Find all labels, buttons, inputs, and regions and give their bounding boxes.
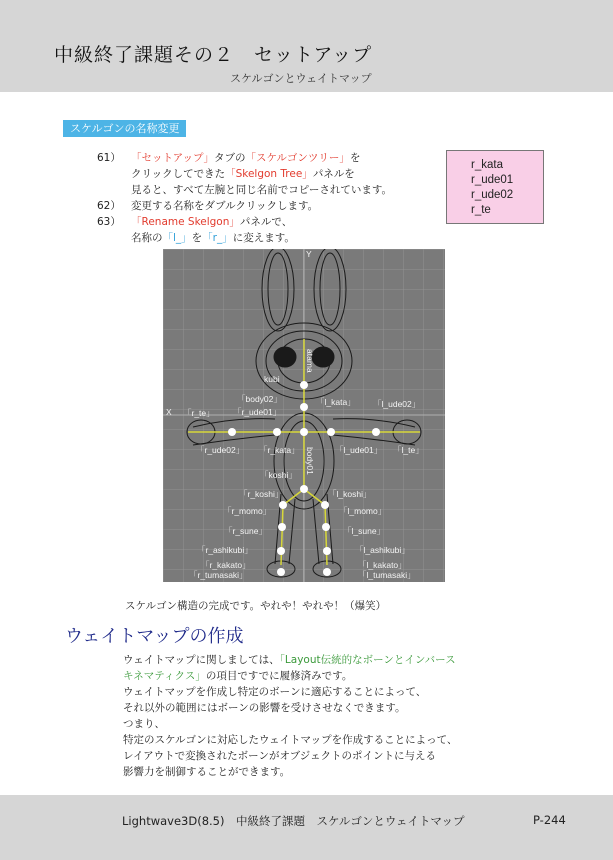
text-line	[123, 668, 543, 684]
step-number: 63）	[97, 216, 121, 228]
text-line	[131, 166, 437, 182]
highlighted-text: キネマティクス」	[123, 670, 206, 682]
highlighted-text: 「r_」	[202, 232, 233, 244]
bone-label-r-ashikubi: 「r_ashikubi」	[197, 545, 253, 555]
bone-label-r-ude02: 「r_ude02」	[196, 445, 245, 455]
bone-label-r-momo: 「r_momo」	[223, 506, 272, 516]
text-line	[123, 652, 543, 668]
bone-label-l-ude02: 「l_ude02」	[373, 399, 421, 409]
step-number: 62）	[97, 200, 121, 212]
bone-label-l-koshi: 「l_koshi」	[328, 489, 372, 499]
bone-label-l-te: 「l_te」	[393, 445, 424, 455]
highlighted-text: 「Layout伝統的なボーンとインバース	[279, 654, 456, 666]
highlighted-text: 「Skelgon Tree」	[225, 168, 313, 180]
text-line	[123, 684, 543, 700]
step-number: 61）	[97, 152, 121, 164]
text-line	[131, 198, 437, 214]
page-subtitle: スケルゴンとウェイトマップ	[230, 72, 372, 85]
bone-label-l-kata: 「l_kata」	[316, 397, 356, 407]
footer-text: Lightwave3D(8.5) 中級終了課題 スケルゴンとウェイトマップ	[122, 814, 465, 828]
page-title: 中級終了課題その２ セットアップ	[54, 44, 373, 66]
bone-label-l-momo: 「l_momo」	[339, 506, 387, 516]
skelgon-viewport	[163, 249, 445, 582]
text-segment: の項目ですでに履修済みです。	[205, 670, 353, 682]
bone-label-atama: atama	[305, 349, 315, 373]
highlighted-text: 「Rename Skelgon」	[131, 216, 240, 228]
bone-label-kubi: kubi	[264, 374, 280, 384]
text-segment: タブの	[213, 152, 246, 164]
text-segment: レイアウトで変換されたボーンがオブジェクトのポイントに与える	[123, 750, 437, 762]
bone-name-item: r_ude01	[471, 174, 514, 186]
bone-label-l-sune: 「l_sune」	[343, 526, 386, 536]
text-line	[123, 732, 543, 748]
bone-label-l-ashikubi: 「l_ashikubi」	[355, 545, 410, 555]
section-title: ウェイトマップの作成	[65, 626, 244, 647]
bone-label-l-kakato: 「l_kakato」	[358, 560, 407, 570]
text-segment: クリックしてできた	[131, 168, 226, 180]
text-segment: 名称の	[131, 232, 163, 244]
step-item	[97, 150, 437, 198]
bone-label-r-tumasaki: 「r_tumasaki」	[189, 570, 248, 580]
text-line	[123, 700, 543, 716]
bone-label-r-sune: 「r_sune」	[224, 526, 267, 536]
axis-y-label: Y	[306, 249, 312, 259]
text-segment: を	[191, 232, 203, 244]
text-line	[131, 230, 437, 246]
text-line	[123, 716, 543, 732]
text-line	[123, 748, 543, 764]
text-segment: それ以外の範囲にはボーンの影響を受けさせなくできます。	[123, 702, 406, 714]
highlighted-text: 「l_」	[162, 232, 192, 244]
page-header	[0, 0, 613, 92]
text-segment: 特定のスケルゴンに対応したウェイトマップを作成することによって、	[123, 734, 458, 746]
text-segment: 見ると、すべて左腕と同じ名前でコピーされています。	[131, 184, 393, 196]
text-segment: 影響力を制御することができます。	[123, 766, 291, 778]
page-footer	[0, 795, 613, 860]
bone-label-l-tumasaki: 「l_tumasaki」	[358, 570, 416, 580]
text-segment: ウェイトマップに関しましては、	[123, 654, 280, 666]
text-line	[131, 214, 437, 230]
page-number: P-244	[533, 813, 566, 827]
figure-caption: スケルゴン構造の完成です。やれや！やれや！（爆笑）	[125, 600, 387, 612]
bone-name-item: r_te	[471, 204, 491, 216]
bone-label-body01: body01	[305, 447, 315, 475]
bone-label-koshi: 「koshi」	[260, 470, 297, 480]
bone-name-item: r_kata	[471, 159, 503, 171]
text-segment: つまり、	[123, 718, 165, 730]
bone-label-r-kakato: 「r_kakato」	[201, 560, 251, 570]
highlighted-text: 「スケルゴンツリー」	[245, 152, 350, 164]
text-segment: ウェイトマップを作成し特定のボーンに適応することによって、	[123, 686, 427, 698]
bone-label-r-kata: 「r_kata」	[259, 445, 300, 455]
bone-name-item: r_ude02	[471, 189, 514, 201]
text-line	[131, 150, 437, 166]
text-segment: に変えます。	[232, 232, 295, 244]
highlighted-text: 「セットアップ」	[131, 152, 214, 164]
text-segment: を	[349, 152, 361, 164]
step-item	[97, 198, 437, 214]
bone-name-box	[446, 150, 544, 224]
step-list	[97, 150, 437, 246]
body-paragraph	[123, 652, 543, 780]
bone-label-l-ude01: 「l_ude01」	[335, 445, 383, 455]
text-segment: 変更する名称をダブルクリックします。	[131, 200, 319, 212]
section-badge: スケルゴンの名称変更	[63, 120, 186, 137]
bone-label-r-ude01-top: 「r_ude01」	[233, 407, 282, 417]
axis-x-label: X	[166, 407, 172, 417]
bone-label-body02: 「body02」	[237, 394, 282, 404]
bone-label-r-te: 「r_te」	[183, 408, 215, 418]
text-segment: パネルを	[312, 168, 355, 180]
text-segment: パネルで、	[239, 216, 293, 228]
text-line	[131, 182, 437, 198]
bone-label-r-koshi: 「r_koshi」	[239, 489, 284, 499]
step-item	[97, 214, 437, 246]
text-line	[123, 764, 543, 780]
